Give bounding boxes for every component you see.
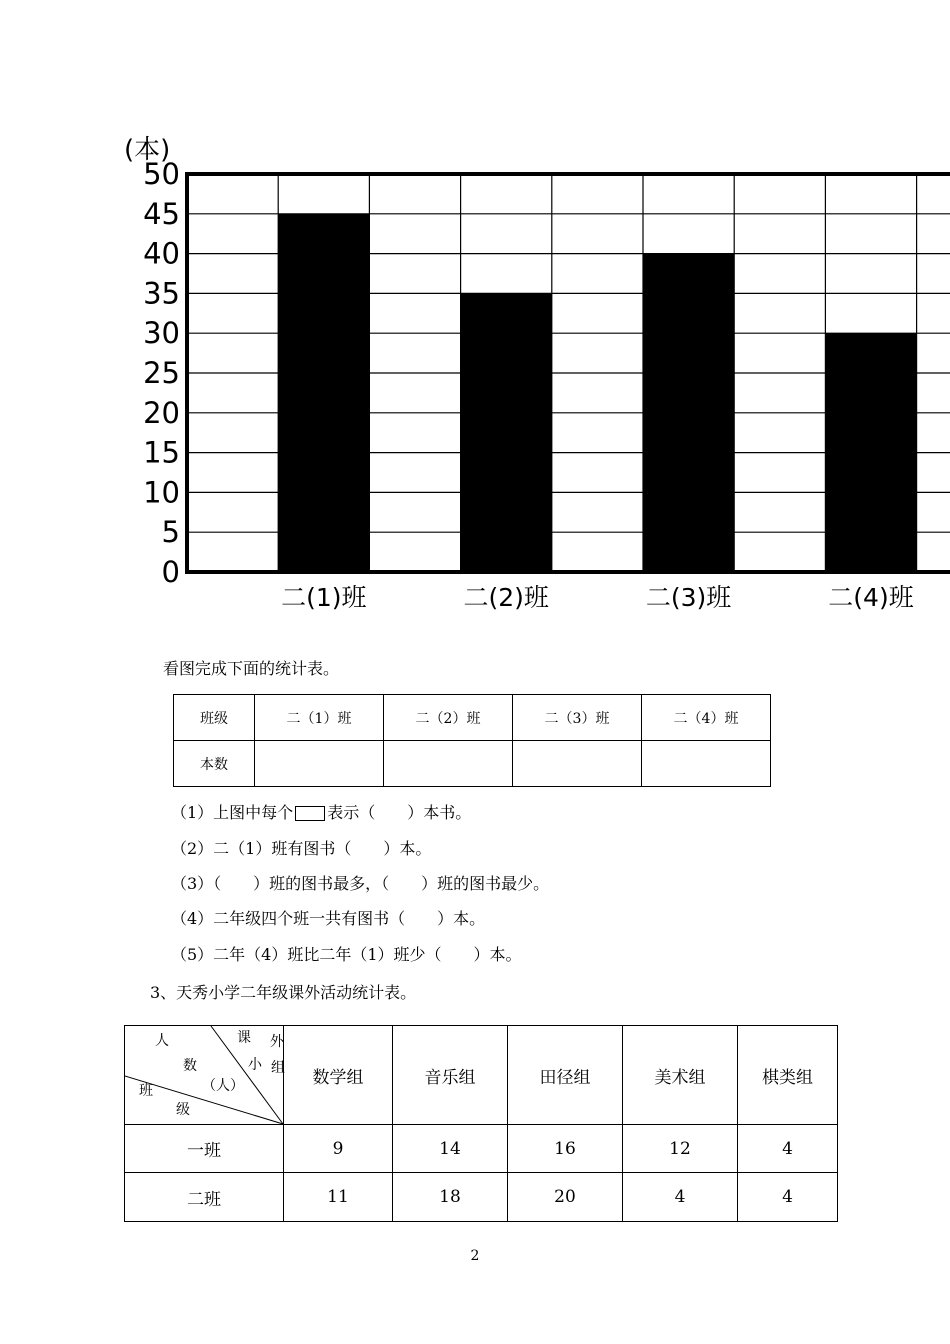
x-tick-label: 二(2)班 [463, 583, 549, 612]
x-tick-label: 二(1)班 [281, 583, 367, 612]
value-cell: 18 [393, 1173, 508, 1222]
corner-label: 组 [271, 1060, 285, 1076]
answer-cell[interactable] [642, 741, 771, 787]
grid-square-icon [295, 806, 325, 821]
page-number: 2 [470, 1248, 480, 1264]
y-tick-label: 30 [143, 316, 180, 351]
value-cell: 20 [508, 1173, 623, 1222]
y-tick-label: 0 [161, 555, 180, 589]
value-cell: 16 [508, 1125, 623, 1173]
answer-cell[interactable] [255, 741, 384, 787]
section-title: 3、天秀小学二年级课外活动统计表。 [150, 983, 417, 1002]
table-row [125, 1026, 838, 1125]
diagonal-lines [125, 1026, 283, 1124]
value-cell: 4 [738, 1125, 838, 1173]
row-label-cell: 本数 [174, 741, 255, 787]
row-label-cell: 二班 [125, 1173, 284, 1222]
bar-chart [0, 0, 950, 620]
question-1-part-a: （1）上图中每个 [171, 803, 294, 822]
header-cell: 班级 [174, 695, 255, 741]
y-tick-label: 25 [143, 356, 180, 390]
chart-y-ticks [143, 157, 180, 589]
chart-x-ticks [281, 583, 914, 612]
corner-label: （人） [202, 1078, 244, 1094]
header-cell: 棋类组 [738, 1026, 838, 1125]
value-cell: 11 [284, 1173, 393, 1222]
question-5: （5）二年（4）班比二年（1）班少（ ）本。 [171, 945, 522, 964]
bar [461, 293, 552, 572]
bar [278, 214, 369, 572]
header-cell: 二（3）班 [513, 695, 642, 741]
diagonal-header-cell [125, 1026, 284, 1125]
table-row [125, 1125, 838, 1173]
header-cell: 二（2）班 [384, 695, 513, 741]
corner-label: 课 [237, 1030, 251, 1046]
value-cell: 14 [393, 1125, 508, 1173]
corner-label: 外 [270, 1034, 284, 1050]
instruction-text: 看图完成下面的统计表。 [163, 659, 340, 678]
table-row [125, 1173, 838, 1222]
question-3: （3）（ ）班的图书最多，（ ）班的图书最少。 [171, 874, 550, 893]
x-tick-label: 二(3)班 [645, 583, 732, 612]
header-cell: 数学组 [284, 1026, 393, 1125]
table-row [174, 695, 771, 741]
corner-label: 小 [248, 1057, 262, 1073]
y-tick-label: 45 [143, 196, 180, 231]
y-tick-label: 50 [143, 157, 180, 191]
corner-label: 数 [183, 1058, 197, 1074]
question-1-part-b: 表示（ ）本书。 [327, 803, 472, 822]
bar [643, 254, 734, 572]
chart-bars [278, 214, 916, 572]
value-cell: 4 [738, 1173, 838, 1222]
question-2: （2）二（1）班有图书（ ）本。 [171, 839, 432, 858]
x-tick-label: 二(4)班 [828, 583, 914, 612]
activity-table [124, 1025, 838, 1222]
question-4: （4）二年级四个班一共有图书（ ）本。 [171, 909, 486, 928]
y-tick-label: 5 [161, 515, 180, 550]
header-cell: 音乐组 [393, 1026, 508, 1125]
y-tick-label: 15 [143, 435, 180, 470]
value-cell: 12 [623, 1125, 738, 1173]
value-cell: 4 [623, 1173, 738, 1222]
corner-label: 级 [176, 1102, 190, 1118]
bar [825, 333, 916, 572]
value-cell: 9 [284, 1125, 393, 1173]
table-row [174, 741, 771, 787]
question-1 [171, 800, 471, 823]
header-cell: 二（4）班 [642, 695, 771, 741]
chart-y-axis-label: (本) [124, 135, 171, 165]
answer-cell[interactable] [384, 741, 513, 787]
y-tick-label: 35 [143, 276, 180, 311]
corner-label: 人 [155, 1033, 169, 1049]
y-tick-label: 40 [143, 236, 180, 271]
row-label-cell: 一班 [125, 1125, 284, 1173]
header-cell: 美术组 [623, 1026, 738, 1125]
y-tick-label: 20 [143, 395, 180, 430]
statistics-table [173, 694, 771, 787]
header-cell: 田径组 [508, 1026, 623, 1125]
header-cell: 二（1）班 [255, 695, 384, 741]
y-tick-label: 10 [143, 475, 180, 510]
answer-cell[interactable] [513, 741, 642, 787]
corner-label: 班 [139, 1083, 153, 1099]
